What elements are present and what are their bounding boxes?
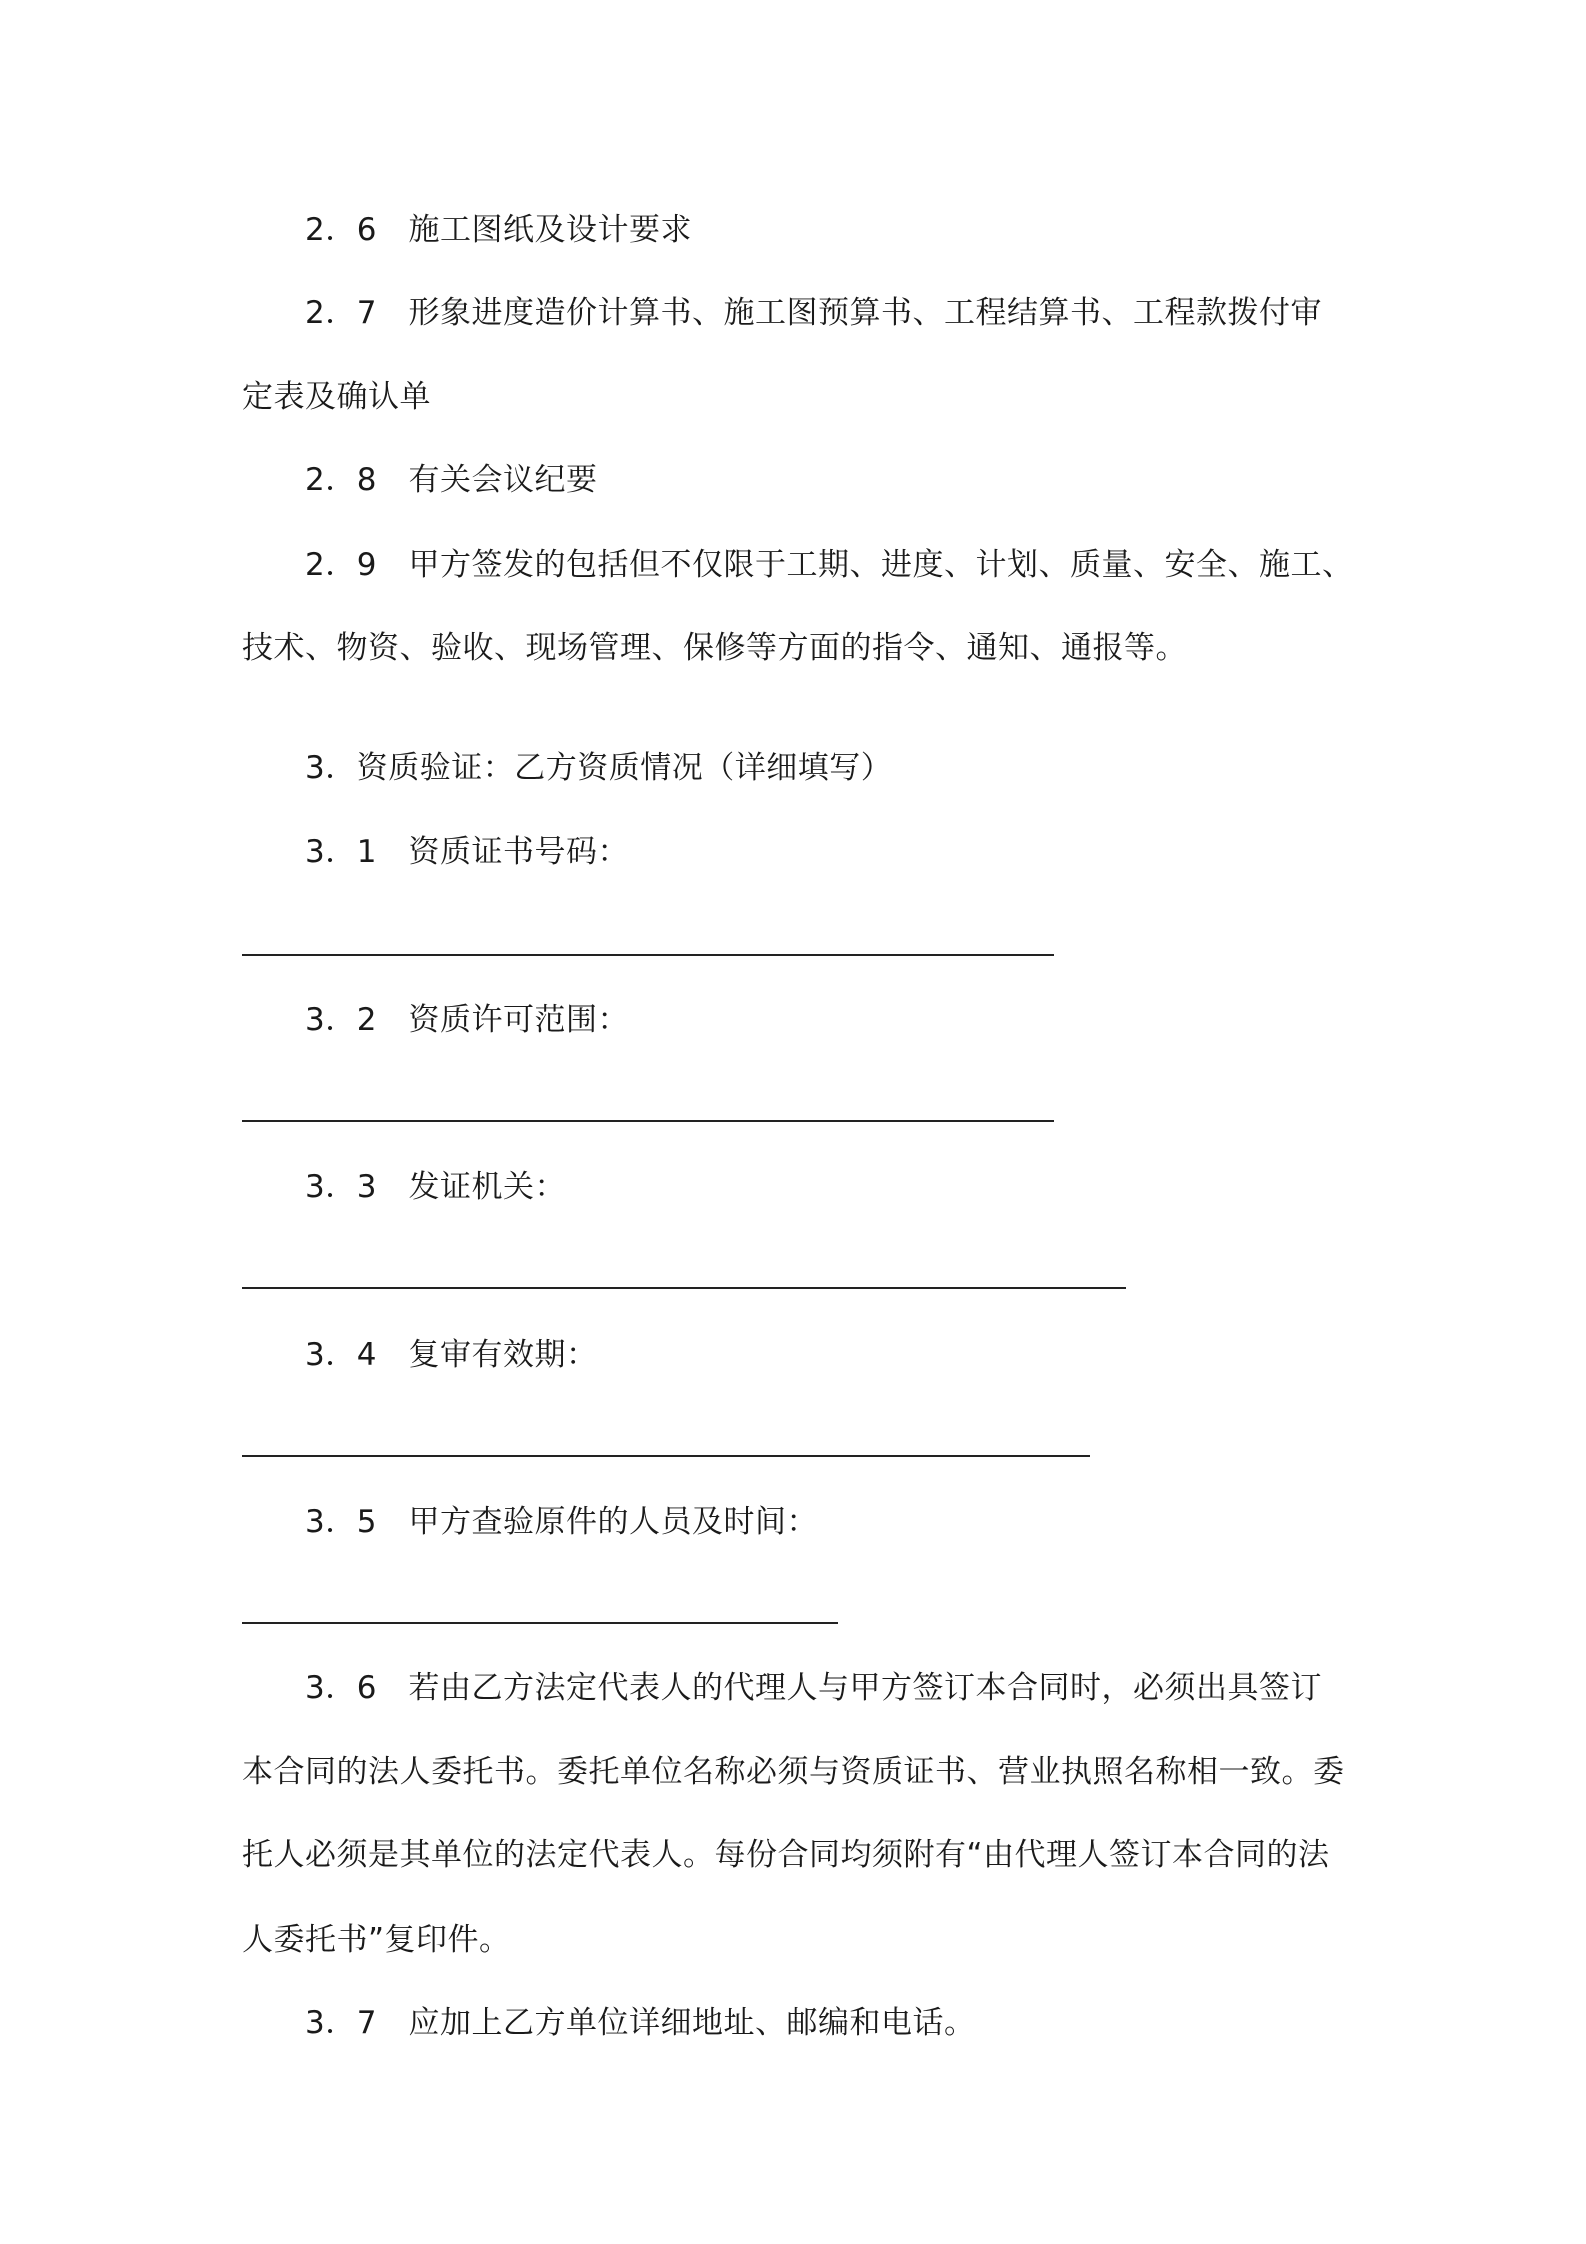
item-3-6-line-3: 托人必须是其单位的法定代表人。每份合同均须附有“由代理人签订本合同的法 [242,1837,1330,1873]
item-2-9-continued: 技术、物资、验收、现场管理、保修等方面的指令、通知、通报等。 [242,630,1187,666]
item-3-1: 3．1 资质证书号码： [305,834,629,870]
item-3-7: 3．7 应加上乙方单位详细地址、邮编和电话。 [305,2005,976,2041]
fill-in-line-3-4 [242,1455,1090,1457]
item-3-3: 3．3 发证机关： [305,1169,566,1205]
item-3-6-line-2: 本合同的法人委托书。委托单位名称必须与资质证书、营业执照名称相一致。委 [242,1754,1345,1790]
item-3-4: 3．4 复审有效期： [305,1337,598,1373]
item-3-5: 3．5 甲方查验原件的人员及时间： [305,1504,818,1540]
item-2-7: 2．7 形象进度造价计算书、施工图预算书、工程结算书、工程款拨付审 [305,295,1322,331]
item-3-6-line-4: 人委托书”复印件。 [242,1922,511,1958]
item-2-7-continued: 定表及确认单 [242,379,431,415]
item-3-2: 3．2 资质许可范围： [305,1002,629,1038]
item-2-6: 2．6 施工图纸及设计要求 [305,212,692,248]
fill-in-line-3-3 [242,1287,1126,1289]
fill-in-line-3-5 [242,1622,838,1624]
item-2-9: 2．9 甲方签发的包括但不仅限于工期、进度、计划、质量、安全、施工、 [305,547,1354,583]
item-2-8: 2．8 有关会议纪要 [305,462,598,498]
section-3-heading: 3．资质验证：乙方资质情况（详细填写） [305,750,893,786]
fill-in-line-3-2 [242,1120,1054,1122]
fill-in-line-3-1 [242,954,1054,956]
item-3-6: 3．6 若由乙方法定代表人的代理人与甲方签订本合同时，必须出具签订 [305,1670,1322,1706]
